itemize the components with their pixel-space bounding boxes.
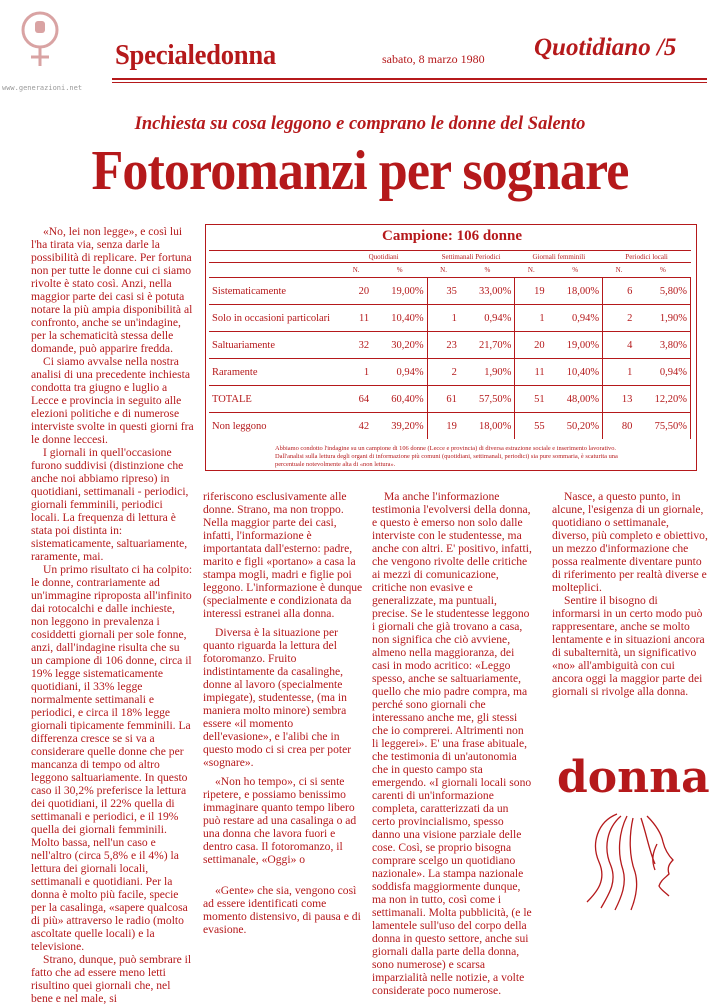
table-cell: 18,00%	[460, 413, 515, 440]
subheader-cell: N.	[427, 263, 460, 278]
woman-profile-illustration	[557, 752, 705, 912]
table-cell: 1	[603, 359, 636, 386]
table-cell: 1	[515, 305, 548, 332]
row-label: Saltuariamente	[209, 332, 340, 359]
table-cell: 51	[515, 386, 548, 413]
group-label: Periodici locali	[603, 251, 691, 263]
subheader-cell: %	[548, 263, 603, 278]
article-column-4	[552, 490, 708, 698]
row-label: Non leggono	[209, 413, 340, 440]
table-cell: 1,90%	[460, 359, 515, 386]
table-cell: 10,40%	[548, 359, 603, 386]
table-group-header	[209, 251, 691, 263]
table-cell: 1	[340, 359, 372, 386]
group-label: Settimanali Periodici	[427, 251, 515, 263]
table-cell: 19,00%	[548, 332, 603, 359]
table-cell: 4	[603, 332, 636, 359]
table-cell: 60,40%	[372, 386, 427, 413]
table-cell: 0,94%	[635, 359, 690, 386]
subheader-cell: %	[460, 263, 515, 278]
table-cell: 21,70%	[460, 332, 515, 359]
table-cell: 0,94%	[372, 359, 427, 386]
masthead-rule	[112, 78, 707, 80]
paragraph: «Gente» che sia, vengono così ad essere identificati come momento distensivo, di pausa e di evasione.	[203, 884, 361, 936]
section-title: Specialedonna	[115, 39, 276, 71]
table-cell: 11	[515, 359, 548, 386]
group-label: Quotidiani	[340, 251, 427, 263]
paragraph: Ci siamo avvalse nella nostra analisi di una precedente inchiesta condotta tra giugno e luglio a Lecce e provincia in seguito alle elezioni politiche e di numerose interviste svolte in questi giorni fra le donne leccesi.	[31, 355, 194, 446]
paragraph: Nasce, a questo punto, in alcune, l'esigenza di un giornale, quotidiano o settimanale, diverso, più completo e obiettivo, un mezzo d'informazione che possa realmente diventare punto di riferimento per realtà diverse e molteplici.	[552, 490, 708, 594]
table-cell: 42	[340, 413, 372, 440]
masthead-rule-thin	[112, 82, 707, 83]
site-watermark: www.generazioni.net	[2, 84, 83, 92]
table-row	[209, 413, 691, 440]
table-cell: 23	[427, 332, 460, 359]
table-cell: 57,50%	[460, 386, 515, 413]
table-cell: 2	[427, 359, 460, 386]
table-row	[209, 332, 691, 359]
table-cell: 35	[427, 278, 460, 305]
subheader-cell: N.	[340, 263, 372, 278]
stats-table	[209, 250, 691, 439]
paragraph: «No, lei non legge», e così lui l'ha tirata via, senza darle la possibilità di replicare. Per fortuna non per tutte le donne cui ci siamo rivolte è stato così. Anzi, nella maggior parte dei casi si è potuta notare la più ampia disponibilità al confronto, anche se un'indagine, per la schematicità stessa delle domande, può apparire fredda.	[31, 225, 193, 355]
table-cell: 50,20%	[548, 413, 603, 440]
paragraph: Un primo risultato ci ha colpito: le donne, contrariamente ad un'immagine riproposta all'infinito dai rotocalchi e dalle inchieste, non leggono in prevalenza i cosiddetti giornali per sole fonne, anzi, dall'indagine risulta che su un campione di 106 donne, circa il 19% legge sistematicamente quotidiani, il 33% legge normalmente settimanali e periodici, e circa il 18% legge giornali tipicamente femminili. La differenza cresce se si va a considerare quelle donne che per mancanza di tempo od altro leggono saltuariamente. In questo caso il 30,2% preferisce la lettura dei quotidiani, il 22% quella di settimanali e periodici, e il 19% quella dei giornali femminili. Molto bassa, nell'un caso e nell'altro (circa 5,8% e il 4%) la lettura dei giornali locali, settimanali e quotidiani. Per la donna è molto più facile, specie per la casalinga, «sapere qualcosa di più» attraverso le radio (molto ascoltate quelle locali) e la televisione.	[31, 563, 193, 953]
table-cell: 75,50%	[635, 413, 690, 440]
table-cell: 30,20%	[372, 332, 427, 359]
table-cell: 3,80%	[635, 332, 690, 359]
table-cell: 10,40%	[372, 305, 427, 332]
table-cell: 19,00%	[372, 278, 427, 305]
table-cell: 5,80%	[635, 278, 690, 305]
kicker: Inchiesta su cosa leggono e comprano le donne del Salento	[134, 114, 586, 134]
table-cell: 11	[340, 305, 372, 332]
table-cell: 2	[603, 305, 636, 332]
row-label: Sistematicamente	[209, 278, 340, 305]
table-cell: 33,00%	[460, 278, 515, 305]
headline: Fotoromanzi per sognare	[91, 140, 629, 202]
row-label: TOTALE	[209, 386, 340, 413]
table-cell: 18,00%	[548, 278, 603, 305]
table-cell: 1,90%	[635, 305, 690, 332]
article-column-1	[31, 225, 194, 1005]
issue-date: sabato, 8 marzo 1980	[382, 52, 485, 66]
table-cell: 39,20%	[372, 413, 427, 440]
paragraph: Diversa è la situazione per quanto riguarda la lettura del fotoromanzo. Fruito indistintamente da casalinghe, donne al lavoro (specialmente impiegate), studentesse, (ma in maniera molto minore) sembra essere «il momento dell'evasione», e l'alibi che in questo modo ci si crea per poter «sognare».	[203, 626, 352, 769]
paragraph: Ma anche l'informazione testimonia l'evolversi della donna, e questo è emerso non solo dalle interviste con le studentesse, ma anche con altri. E' positivo, infatti, che vengono rivolte delle critiche ai mezzi di comunicazione, critiche non evasive e generalizzate, ma puntuali, precise. Se le studentesse leggono i giornali che già trovano a casa, non significa che ciò avviene, almeno nella maggioranza, dei casi in modo acritico: «Leggo spesso, anche se saltuariamente, quello che mio padre compra, ma perché sono giornali che interessano anche me, gli stessi che io comprerei. Altrimenti non li leggerei». E' una frase abituale, che testimonia di un'autonomia che in questo campo sta emergendo. «I giornali locali sono carenti di un'informazione completa, caratterizzati da un certo provincialismo, spesso danno una visione parziale delle cose. Così, se proprio bisogna comprare scelgo un quotidiano nazionale». La stampa nazionale soddisfa maggiormente dunque, ma non in tutto, così come i settimanali. Molta pubblicità, (e le lamentele sull'uso del corpo della donna in questo settore, anche sui giornali dalla parte della donna, sono numerose) e scarsa imparzialità nelle notizie, a volte considerate poco numerose.	[372, 490, 532, 997]
table-note: Abbiamo condotto l'indagine su un campione di 106 donne (Lecce e provincia) di diversa estrazione sociale e inserimento lavorativo. Dall'analisi sulla lettura degli organi di informazione più comuni (quotidiani, settimanali, periodici) sia pure sommaria, è scaturita una percentuale notevolmente alta di «non lettura».	[275, 445, 618, 468]
table-row	[209, 359, 691, 386]
table-row	[209, 305, 691, 332]
table-cell: 61	[427, 386, 460, 413]
subheader-cell: %	[372, 263, 427, 278]
group-label: Giornali femminili	[515, 251, 603, 263]
article-column-2	[203, 490, 363, 936]
feminist-logo-icon	[18, 10, 62, 68]
paper-name: Quotidiano /5	[534, 34, 677, 61]
table-cell: 0,94%	[548, 305, 603, 332]
subheader-cell: %	[635, 263, 690, 278]
paragraph: «Non ho tempo», ci si sente ripetere, e possiamo benissimo immaginare quanto tempo libero può restare ad una casalinga o ad una donna che lavora fuori e dentro casa. Il fotoromanzo, il settimanale, «Oggi» o	[203, 775, 357, 866]
table-cell: 20	[340, 278, 372, 305]
table-cell: 0,94%	[460, 305, 515, 332]
table-cell: 13	[603, 386, 636, 413]
table-cell: 12,20%	[635, 386, 690, 413]
row-label: Raramente	[209, 359, 340, 386]
table-cell: 55	[515, 413, 548, 440]
table-subheader	[209, 263, 691, 278]
table-row	[209, 386, 691, 413]
donna-illustration-title: donna	[557, 752, 710, 803]
article-column-3	[372, 490, 532, 997]
table-cell: 80	[603, 413, 636, 440]
table-cell: 1	[427, 305, 460, 332]
table-cell: 19	[427, 413, 460, 440]
paragraph: I giornali in quell'occasione furono suddivisi (distinzione che anche noi abbiamo ripreso) in quotidiani, settimanali - periodici, giornali femminili, periodici locali. La frequenza di lettura è stata poi distinta in: sistematicamente, saltuariamente, raramente, mai.	[31, 446, 189, 563]
table-cell: 19	[515, 278, 548, 305]
paragraph: Sentire il bisogno di informarsi in un certo modo può rappresentare, anche se molto lentamente e in situazioni ancora di subalternità, un significativo «no» all'ambiguità con cui ancora oggi la maggior parte dei giornali si rivolge alla donna.	[552, 594, 705, 698]
subheader-cell: N.	[515, 263, 548, 278]
subheader-cell: N.	[603, 263, 636, 278]
paragraph: Strano, dunque, può sembrare il fatto che ad essere meno letti risultino quei giornali che, nel bene e nel male, si	[31, 953, 192, 1005]
table-title: Campione: 106 donne	[381, 228, 523, 244]
row-label: Solo in occasioni particolari	[209, 305, 340, 332]
table-row	[209, 278, 691, 305]
table-cell: 48,00%	[548, 386, 603, 413]
table-cell: 32	[340, 332, 372, 359]
table-cell: 6	[603, 278, 636, 305]
paragraph: riferiscono esclusivamente alle donne. Strano, ma non troppo. Nella maggior parte dei casi, infatti, l'informazione è importantata dall'esterno: padre, marito e figli «portano» a casa la stampa mogli, madri e figlie poi leggono. L'informazione è dunque (specialmente e condizionata da interessi estranei alla donna.	[203, 490, 363, 620]
table-cell: 64	[340, 386, 372, 413]
table-cell: 20	[515, 332, 548, 359]
